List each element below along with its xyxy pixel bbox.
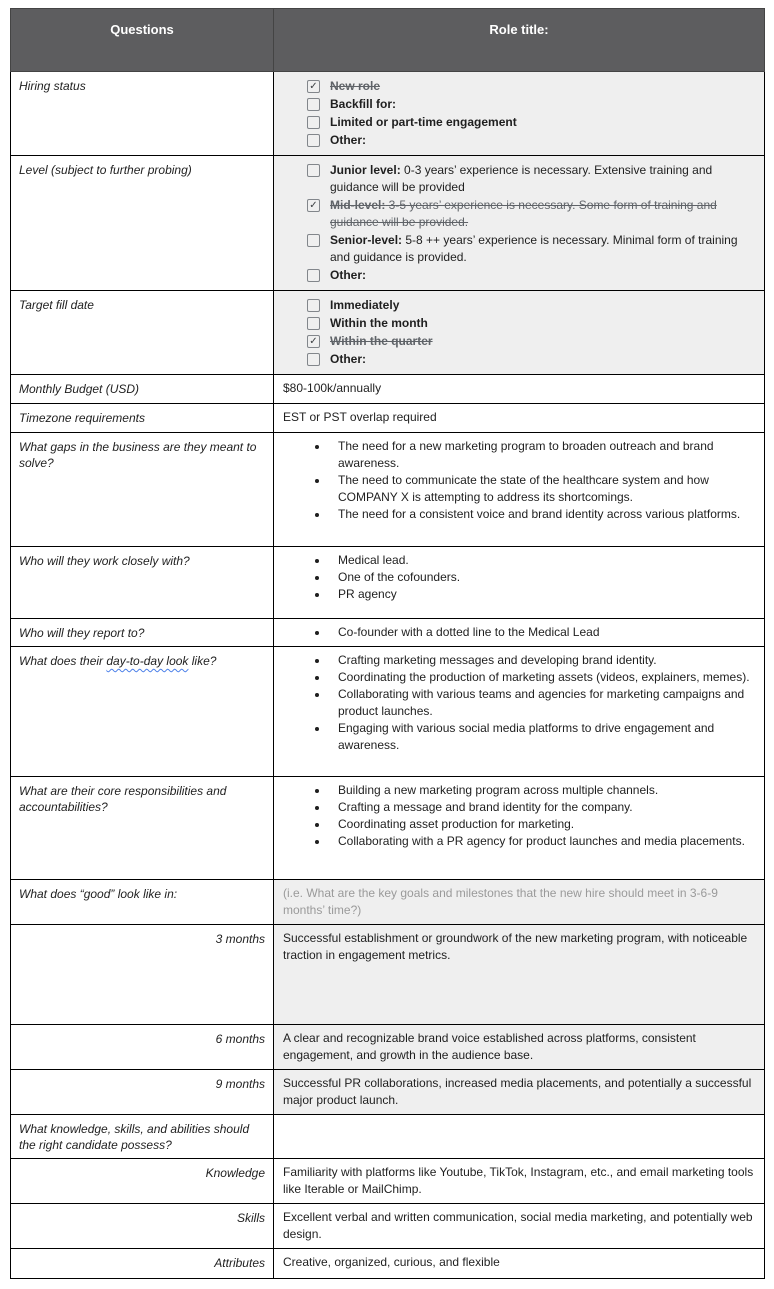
answer-ksa-empty [274, 1115, 765, 1159]
bullet-item: • Collaborating with various teams and agencies for marketing campaigns and product launches. [329, 686, 755, 720]
question-report-to: Who will they report to? [11, 619, 274, 647]
question-ksa: What knowledge, skills, and abilities should the right candidate possess? [11, 1115, 274, 1159]
checkbox-label: Other: [330, 268, 366, 282]
bullet-item: • One of the cofounders. [329, 569, 755, 586]
hiring-questionnaire-table [10, 8, 765, 1279]
checkbox-icon[interactable] [307, 353, 320, 366]
row-attributes [11, 1249, 765, 1279]
checkbox-icon[interactable]: ✓ [307, 199, 320, 212]
checkbox-label: Other: [330, 352, 366, 366]
bullet-item: • Coordinating the production of marketing assets (videos, explainers, memes). [329, 669, 755, 686]
bullet-item: • Coordinating asset production for marketing. [329, 816, 755, 833]
bullet-item: • Medical lead. [329, 552, 755, 569]
checkbox-option[interactable] [307, 315, 754, 332]
question-level: Level (subject to further probing) [11, 156, 274, 291]
bullet-item: • The need for a new marketing program to broaden outreach and brand awareness. [329, 438, 755, 472]
bullet-item: • Crafting marketing messages and developing brand identity. [329, 652, 755, 669]
day-to-day-bullet-list [283, 652, 755, 754]
checkbox-label: Immediately [330, 298, 400, 312]
bullet-item: • The need to communicate the state of the healthcare system and how COMPANY X is attempting to address its shortcomings. [329, 472, 755, 506]
label-9-months: 9 months [11, 1070, 274, 1115]
core-responsibilities-bullet-list [283, 782, 755, 850]
label-6-months: 6 months [11, 1025, 274, 1070]
checkbox-icon[interactable]: ✓ [307, 335, 320, 348]
checkbox-label: Senior-level: 5-8 ++ years’ experience is necessary. Minimal form of training and guidance is provided. [330, 233, 738, 264]
answer-knowledge: Familiarity with platforms like Youtube, TikTok, Instagram, etc., and email marketing tools like Iterable or MailChimp. [274, 1159, 765, 1204]
spellcheck-underlined-text: day-to-day look [106, 654, 189, 668]
row-level [11, 156, 765, 291]
checkbox-option[interactable] [307, 132, 754, 149]
label-skills: Skills [11, 1204, 274, 1249]
checkbox-option[interactable] [307, 162, 754, 196]
checkbox-icon[interactable] [307, 299, 320, 312]
question-hiring-status: Hiring status [11, 72, 274, 156]
row-9-months [11, 1070, 765, 1115]
checkbox-option[interactable] [307, 197, 754, 231]
bullet-item: • The need for a consistent voice and brand identity across various platforms. [329, 506, 755, 523]
checkbox-option[interactable] [307, 96, 754, 113]
row-target-fill-date [11, 291, 765, 375]
row-ksa-question [11, 1115, 765, 1159]
bullet-item: • Engaging with various social media platforms to drive engagement and awareness. [329, 720, 755, 754]
label-knowledge: Knowledge [11, 1159, 274, 1204]
row-6-months [11, 1025, 765, 1070]
row-3-months [11, 925, 765, 1025]
bullet-item: • Collaborating with a PR agency for product launches and media placements. [329, 833, 755, 850]
hiring-status-checkbox-list [274, 72, 764, 155]
question-work-closely: Who will they work closely with? [11, 547, 274, 619]
row-core-responsibilities [11, 777, 765, 880]
row-gaps [11, 433, 765, 547]
bullet-item: • Building a new marketing program across multiple channels. [329, 782, 755, 799]
checkbox-label: Within the quarter [330, 334, 433, 348]
row-timezone [11, 404, 765, 433]
checkbox-option[interactable] [307, 232, 754, 266]
table-header-row [11, 9, 765, 72]
checkbox-icon[interactable] [307, 116, 320, 129]
work-closely-bullet-list [283, 552, 755, 603]
question-good-look-like: What does “good” look like in: [11, 880, 274, 925]
gaps-bullet-list [283, 438, 755, 523]
checkbox-icon[interactable] [307, 317, 320, 330]
question-monthly-budget: Monthly Budget (USD) [11, 375, 274, 404]
checkbox-icon[interactable]: ✓ [307, 80, 320, 93]
checkbox-option[interactable] [307, 267, 754, 284]
question-target-fill-date: Target fill date [11, 291, 274, 375]
questions-column-header: Questions [11, 9, 274, 72]
checkbox-label: New role [330, 79, 381, 93]
checkbox-option[interactable] [307, 114, 754, 131]
checkbox-label: Backfill for: [330, 97, 397, 111]
checkbox-label: Junior level: 0-3 years’ experience is necessary. Extensive training and guidance will be provided [330, 163, 713, 194]
question-core-responsibilities: What are their core responsibilities and accountabilities? [11, 777, 274, 880]
row-hiring-status [11, 72, 765, 156]
answer-6-months: A clear and recognizable brand voice established across platforms, consistent engagement, and growth in the audience base. [274, 1025, 765, 1070]
checkbox-label: Mid-level: 3-5 years’ experience is necessary. Some form of training and guidance will be provided. [330, 198, 717, 229]
checkbox-icon[interactable] [307, 134, 320, 147]
checkbox-icon[interactable] [307, 164, 320, 177]
checkbox-label: Limited or part-time engagement [330, 115, 517, 129]
checkbox-icon[interactable] [307, 234, 320, 247]
row-monthly-budget [11, 375, 765, 404]
checkbox-label: Within the month [330, 316, 428, 330]
answer-monthly-budget: $80-100k/annually [274, 375, 765, 404]
role-title-column-header: Role title: [274, 9, 765, 72]
question-gaps: What gaps in the business are they meant to solve? [11, 433, 274, 547]
row-day-to-day [11, 647, 765, 777]
row-report-to [11, 619, 765, 647]
checkbox-option[interactable] [307, 351, 754, 368]
bullet-item: • PR agency [329, 586, 755, 603]
level-checkbox-list [274, 156, 764, 290]
label-3-months: 3 months [11, 925, 274, 1025]
report-to-bullet-list [283, 624, 755, 641]
bullet-item: • Crafting a message and brand identity for the company. [329, 799, 755, 816]
checkbox-icon[interactable] [307, 98, 320, 111]
row-knowledge [11, 1159, 765, 1204]
bullet-item: • Co-founder with a dotted line to the Medical Lead [329, 624, 755, 641]
row-good-look-like [11, 880, 765, 925]
target-fill-date-checkbox-list [274, 291, 764, 374]
checkbox-option[interactable] [307, 78, 754, 95]
row-work-closely [11, 547, 765, 619]
row-skills [11, 1204, 765, 1249]
answer-9-months: Successful PR collaborations, increased media placements, and potentially a successful major product launch. [274, 1070, 765, 1115]
checkbox-label: Other: [330, 133, 366, 147]
answer-skills: Excellent verbal and written communication, social media marketing, and potentially web design. [274, 1204, 765, 1249]
answer-timezone: EST or PST overlap required [274, 404, 765, 433]
label-attributes: Attributes [11, 1249, 274, 1279]
checkbox-option[interactable] [307, 297, 754, 314]
answer-attributes: Creative, organized, curious, and flexible [274, 1249, 765, 1279]
placeholder-good-look-like: (i.e. What are the key goals and milestones that the new hire should meet in 3-6-9 months’ time?) [274, 880, 765, 925]
checkbox-option[interactable] [307, 333, 754, 350]
question-timezone: Timezone requirements [11, 404, 274, 433]
checkbox-icon[interactable] [307, 269, 320, 282]
answer-3-months: Successful establishment or groundwork of the new marketing program, with noticeable traction in engagement metrics. [274, 925, 765, 1025]
question-day-to-day: What does their day-to-day look like? [11, 647, 274, 777]
